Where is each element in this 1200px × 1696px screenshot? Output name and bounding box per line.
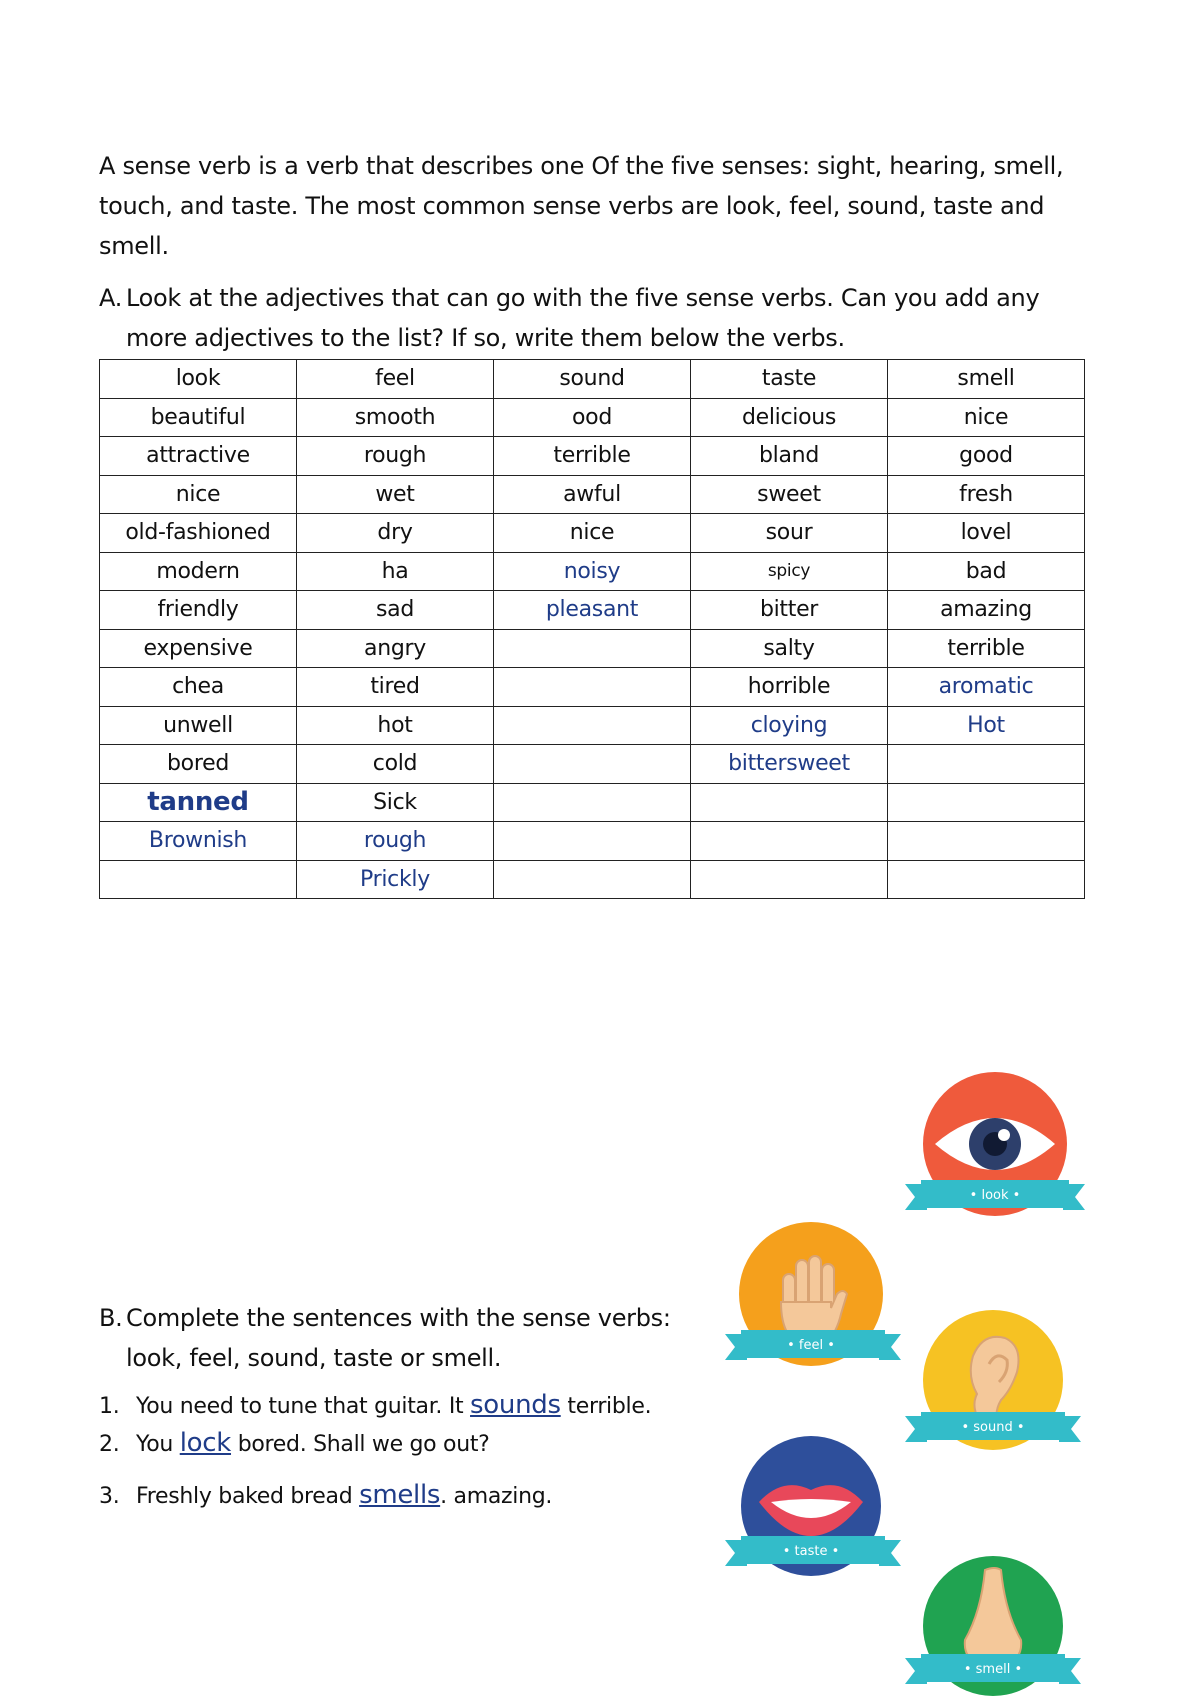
table-cell: rough: [297, 822, 494, 861]
taste-label: • taste •: [782, 1544, 840, 1559]
section-a-line1: Look at the adjectives that can go with the five sense verbs. Can you add any: [126, 284, 1040, 312]
table-cell: tired: [297, 668, 494, 707]
table-cell: angry: [297, 629, 494, 668]
table-row: [100, 706, 1085, 745]
smell-label: • smell •: [963, 1662, 1023, 1677]
table-cell: Hot: [888, 706, 1085, 745]
table-cell: [494, 745, 691, 784]
look-label: • look •: [969, 1188, 1021, 1203]
table-cell: pleasant: [494, 591, 691, 630]
table-row: [100, 783, 1085, 822]
sentence-number: 1.: [99, 1394, 120, 1419]
table-cell: amazing: [888, 591, 1085, 630]
sentence-item: [99, 1424, 651, 1462]
table-cell: [494, 860, 691, 899]
sentence-text: terrible.: [560, 1394, 652, 1419]
section-b-marker: B.: [99, 1304, 123, 1332]
section-b-line1: Complete the sentences with the sense verbs:: [126, 1304, 671, 1332]
table-cell: fresh: [888, 475, 1085, 514]
ribbon: [725, 1536, 901, 1566]
table-cell: rough: [297, 437, 494, 476]
table-cell: nice: [100, 475, 297, 514]
table-cell: old-fashioned: [100, 514, 297, 553]
table-row: [100, 668, 1085, 707]
table-cell: dry: [297, 514, 494, 553]
table-cell: chea: [100, 668, 297, 707]
table-cell: hot: [297, 706, 494, 745]
table-row: [100, 745, 1085, 784]
sentence-text: bored. Shall we go out?: [231, 1432, 490, 1457]
table-cell: attractive: [100, 437, 297, 476]
sentence-text: You: [136, 1432, 180, 1457]
table-header-cell: look: [100, 360, 297, 399]
section-b-line2: look, feel, sound, taste or smell.: [126, 1344, 502, 1372]
sentence-number: 2.: [99, 1432, 120, 1457]
table-cell: [888, 860, 1085, 899]
table-cell: sour: [691, 514, 888, 553]
adjectives-table: [99, 359, 1085, 899]
table-cell: beautiful: [100, 398, 297, 437]
ribbon: [905, 1654, 1081, 1684]
table-cell: expensive: [100, 629, 297, 668]
table-cell: spicy: [691, 552, 888, 591]
sentence-list: [99, 1386, 651, 1514]
table-cell: bittersweet: [691, 745, 888, 784]
table-cell: sweet: [691, 475, 888, 514]
table-cell: [494, 668, 691, 707]
table-cell: awful: [494, 475, 691, 514]
table-cell: ha: [297, 552, 494, 591]
smell-sense-icon: [905, 1552, 1085, 1696]
table-cell: [100, 860, 297, 899]
table-row: [100, 822, 1085, 861]
table-cell: [691, 860, 888, 899]
table-row: [100, 475, 1085, 514]
ribbon: [905, 1412, 1081, 1442]
table-cell: unwell: [100, 706, 297, 745]
sentence-text: You need to tune that guitar. It: [136, 1394, 471, 1419]
feel-sense-icon: [725, 1222, 905, 1372]
table-cell: ood: [494, 398, 691, 437]
table-cell: bitter: [691, 591, 888, 630]
table-header-cell: sound: [494, 360, 691, 399]
table-cell: Prickly: [297, 860, 494, 899]
table-row: [100, 629, 1085, 668]
table-cell: [494, 822, 691, 861]
sentence-item: [99, 1476, 651, 1514]
table-cell: cold: [297, 745, 494, 784]
table-row: [100, 860, 1085, 899]
table-cell: salty: [691, 629, 888, 668]
section-b-instructions: [99, 1298, 739, 1378]
table-cell: Brownish: [100, 822, 297, 861]
table-cell: smooth: [297, 398, 494, 437]
table-cell: Sick: [297, 783, 494, 822]
table-cell: lovel: [888, 514, 1085, 553]
table-cell: bored: [100, 745, 297, 784]
sentence-text: . amazing.: [440, 1484, 553, 1509]
table-cell: aromatic: [888, 668, 1085, 707]
table-cell: [888, 783, 1085, 822]
section-a-instructions: [99, 278, 1099, 358]
table-cell: [888, 822, 1085, 861]
table-cell: bad: [888, 552, 1085, 591]
table-row: [100, 437, 1085, 476]
sentence-text: Freshly baked bread: [136, 1484, 360, 1509]
feel-label: • feel •: [787, 1338, 835, 1353]
sentence-answer[interactable]: smells: [359, 1480, 441, 1510]
sentence-answer[interactable]: sounds: [470, 1390, 561, 1420]
sound-sense-icon: [905, 1310, 1085, 1460]
table-cell: noisy: [494, 552, 691, 591]
taste-sense-icon: [725, 1436, 905, 1586]
table-cell: [691, 822, 888, 861]
table-header-cell: smell: [888, 360, 1085, 399]
table-cell: [494, 783, 691, 822]
table-cell: friendly: [100, 591, 297, 630]
sentence-item: [99, 1386, 651, 1424]
table-cell: terrible: [494, 437, 691, 476]
sound-label: • sound •: [961, 1420, 1025, 1435]
table-cell: [494, 706, 691, 745]
table-cell: wet: [297, 475, 494, 514]
table-cell: delicious: [691, 398, 888, 437]
table-cell: nice: [494, 514, 691, 553]
table-cell: [494, 629, 691, 668]
table-row: [100, 591, 1085, 630]
ribbon: [725, 1330, 901, 1360]
section-a-marker: A.: [99, 284, 123, 312]
table-cell: cloying: [691, 706, 888, 745]
table-cell: nice: [888, 398, 1085, 437]
table-cell: modern: [100, 552, 297, 591]
table-cell: [691, 783, 888, 822]
table-row: [100, 398, 1085, 437]
table-cell: [888, 745, 1085, 784]
table-cell: horrible: [691, 668, 888, 707]
table-header-row: [100, 360, 1085, 399]
table-cell: terrible: [888, 629, 1085, 668]
intro-paragraph: A sense verb is a verb that describes one Of the five senses: sight, hearing, smell, touch, and taste. The most common sense verbs are look, feel, sound, taste and smell.: [99, 152, 1064, 260]
table-cell: bland: [691, 437, 888, 476]
table-row: [100, 514, 1085, 553]
table-header-cell: taste: [691, 360, 888, 399]
sentence-answer[interactable]: lock: [179, 1428, 232, 1458]
ribbon: [905, 1180, 1085, 1210]
table-header-cell: feel: [297, 360, 494, 399]
table-cell: good: [888, 437, 1085, 476]
section-a-line2: more adjectives to the list? If so, write them below the verbs.: [126, 324, 845, 352]
sentence-number: 3.: [99, 1484, 120, 1509]
look-sense-icon: [905, 1072, 1085, 1222]
table-cell: sad: [297, 591, 494, 630]
table-cell: tanned: [100, 783, 297, 822]
table-row: [100, 552, 1085, 591]
